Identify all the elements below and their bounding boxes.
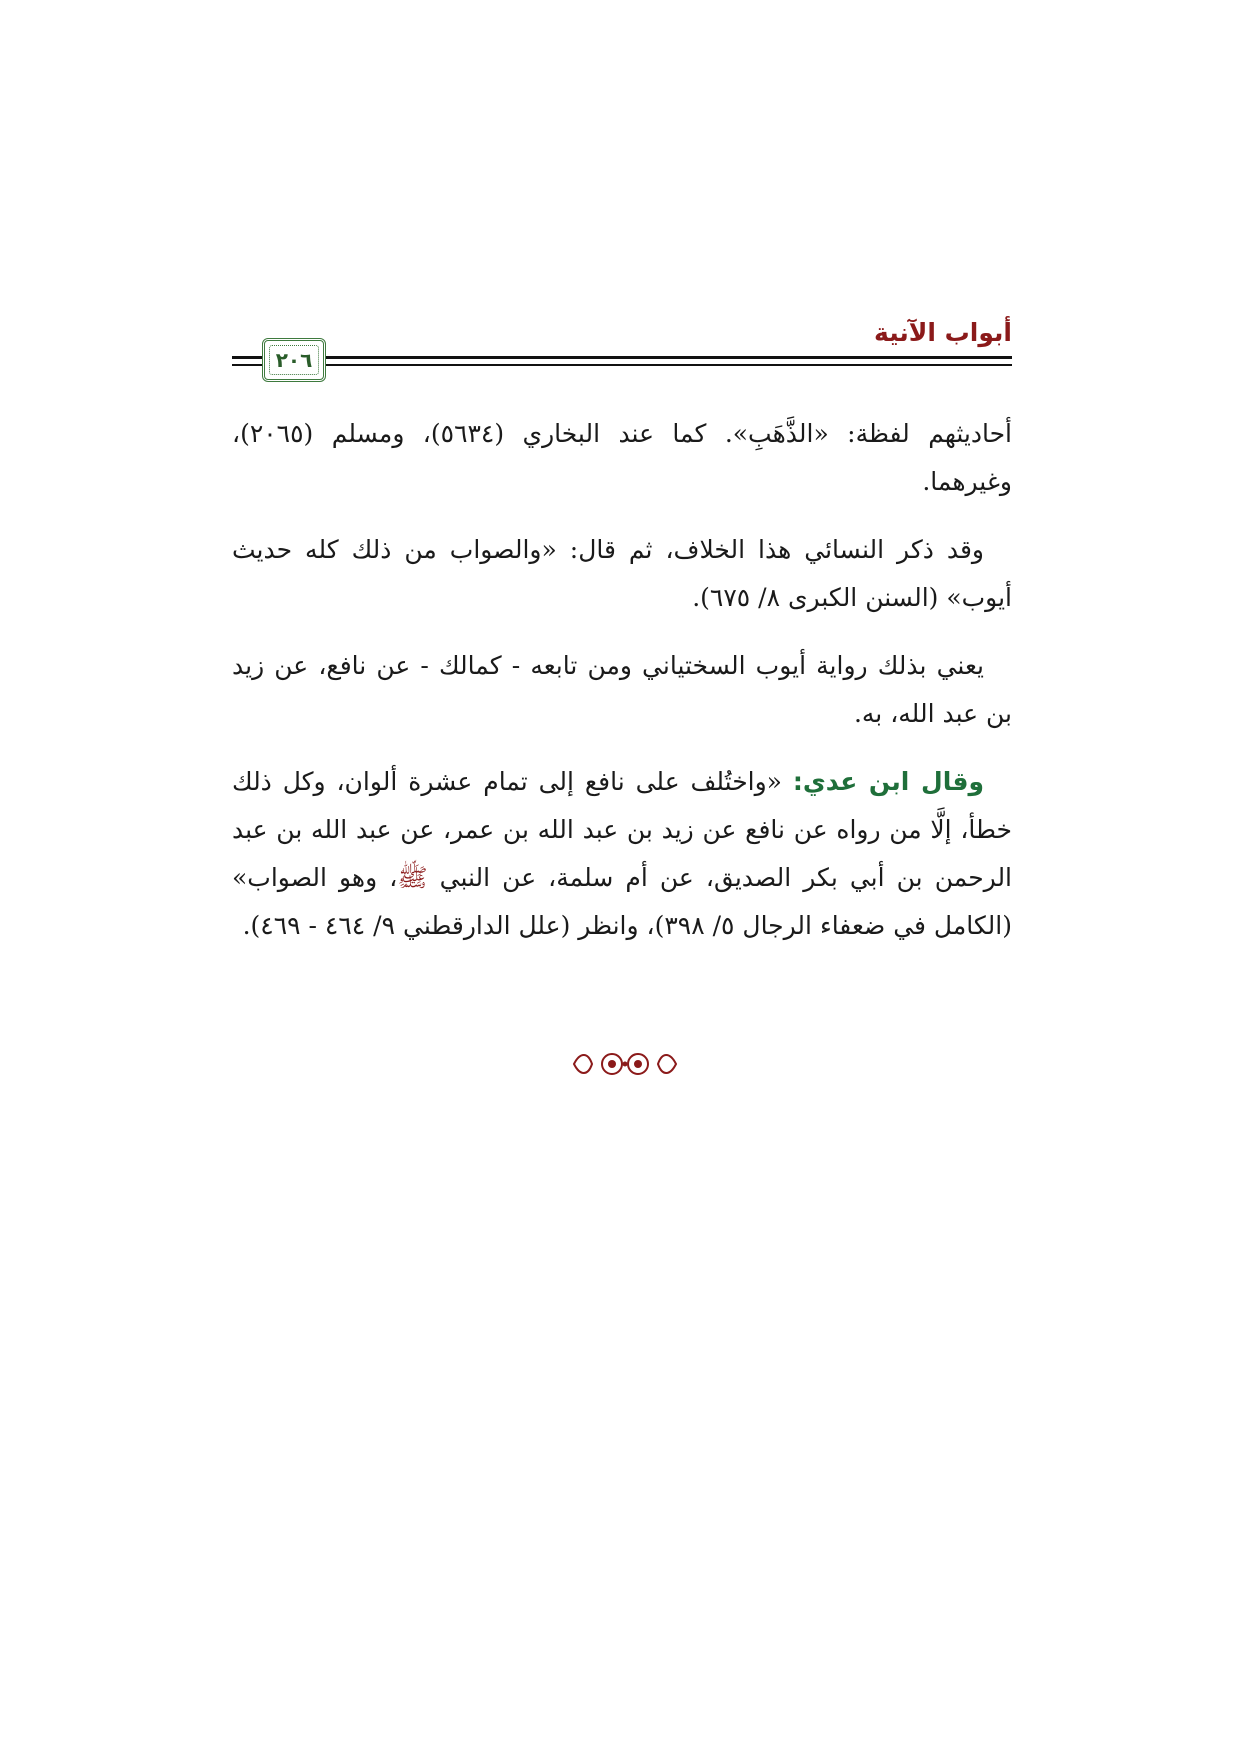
body-text <box>232 410 1012 970</box>
paragraph-4 <box>232 758 1012 950</box>
paragraph-4-text-a: «واختُلف على نافع إلى تمام عشرة ألوان، وكل ذلك خطأ، إلَّا من رواه عن نافع عن زيد بن عبد الله بن عمر، عن عبد الله بن عبد الرحمن بن أبي بكر الصديق، عن أم سلمة، عن النبي <box>232 767 1013 892</box>
section-end-ornament-icon <box>570 1048 680 1080</box>
paragraph-1: أحاديثهم لفظة: «الذَّهَبِ». كما عند البخاري (٥٦٣٤)، ومسلم (٢٠٦٥)، وغيرهما. <box>232 419 1013 496</box>
paragraph-3: يعني بذلك رواية أيوب السختياني ومن تابعه - كمالك - عن نافع، عن زيد بن عبد الله، به. <box>232 651 1012 728</box>
page-number: ٢٠٦ <box>275 348 313 372</box>
page-number-badge <box>262 338 326 382</box>
header-rule-bottom <box>232 364 1012 366</box>
page-header <box>232 318 1012 388</box>
pbuh-glyph: ﷺ <box>397 863 428 892</box>
speaker-label: وقال ابن عدي: <box>792 767 985 796</box>
paragraph-2: وقد ذكر النسائي هذا الخلاف، ثم قال: «والصواب من ذلك كله حديث أيوب» (السنن الكبرى ٨/ ٦٧٥). <box>232 535 1012 612</box>
header-rule-top <box>232 356 1012 359</box>
chapter-title: أبواب الآنية <box>874 318 1012 347</box>
paragraph-4-text-b: ، وهو الصواب» (الكامل في ضعفاء الرجال ٥/ ٣٩٨)، وانظر (علل الدارقطني ٩/ ٤٦٤ - ٤٦٩). <box>232 863 1012 940</box>
